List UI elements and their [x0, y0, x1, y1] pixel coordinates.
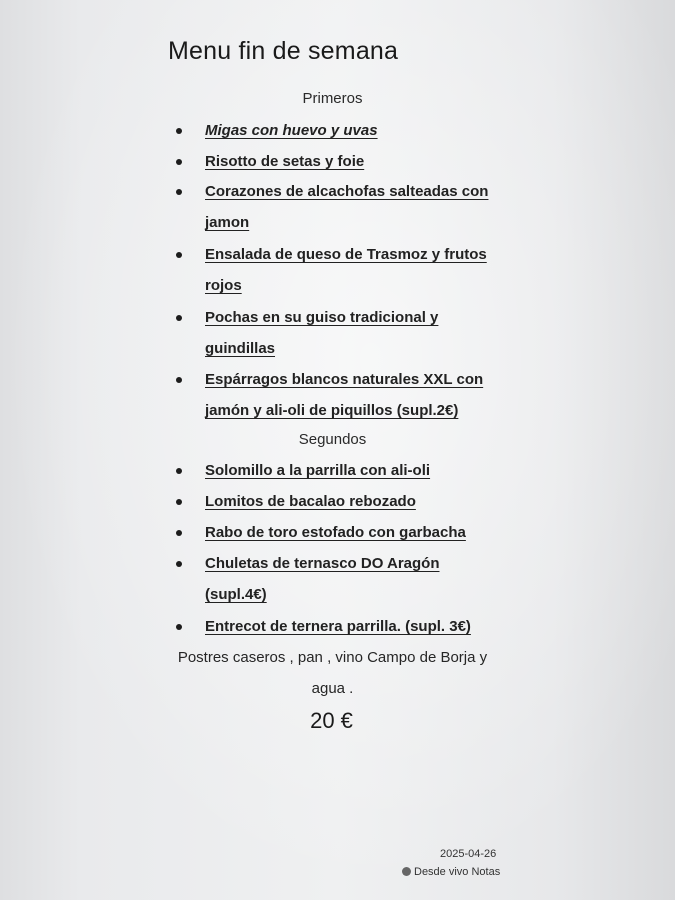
bullet-icon: [176, 377, 182, 383]
section-heading-segundos: Segundos: [298, 431, 367, 448]
dish-name: Corazones de alcachofas salteadas con jamon: [205, 183, 489, 231]
menu-price: 20 €: [310, 708, 353, 733]
menu-title: Menu fin de semana: [168, 37, 399, 65]
dish-name: Espárragos blancos naturales XXL con jamón y ali-oli de piquillos (supl.2€): [205, 371, 484, 419]
dish-name: Rabo de toro estofado con garbacha: [205, 524, 466, 541]
bullet-icon: [176, 315, 182, 321]
dish-name: Lomitos de bacalao rebozado: [205, 493, 416, 510]
bullet-icon: [176, 159, 182, 165]
dish-name: Pochas en su guiso tradicional y guindillas: [205, 309, 439, 357]
dish-name: Risotto de setas y foie: [205, 153, 365, 170]
dish-name: Migas con huevo y uvas: [205, 122, 378, 139]
menu-includes-note: Postres caseros , pan , vino Campo de Borja y agua .: [177, 649, 488, 697]
bullet-icon: [176, 530, 182, 536]
bullet-icon: [176, 561, 182, 567]
bullet-icon: [176, 468, 182, 474]
dish-name: Entrecot de ternera parrilla. (supl. 3€): [205, 618, 471, 635]
dish-name: Solomillo a la parrilla con ali-oli: [205, 462, 431, 479]
bullet-icon: [176, 624, 182, 630]
bullet-icon: [176, 252, 182, 258]
dish-name: Chuletas de ternasco DO Aragón (supl.4€): [205, 555, 440, 603]
bullet-icon: [176, 499, 182, 505]
photo-source: [402, 866, 500, 878]
section-heading-primeros: Primeros: [302, 90, 363, 107]
photo-source-label: Desde vivo Notas: [414, 866, 501, 878]
dish-name: Ensalada de queso de Trasmoz y frutos rojos: [205, 246, 487, 294]
bullet-icon: [176, 128, 182, 134]
app-circle-icon: [402, 867, 411, 876]
bullet-icon: [176, 189, 182, 195]
photo-date: 2025-04-26: [440, 848, 497, 860]
